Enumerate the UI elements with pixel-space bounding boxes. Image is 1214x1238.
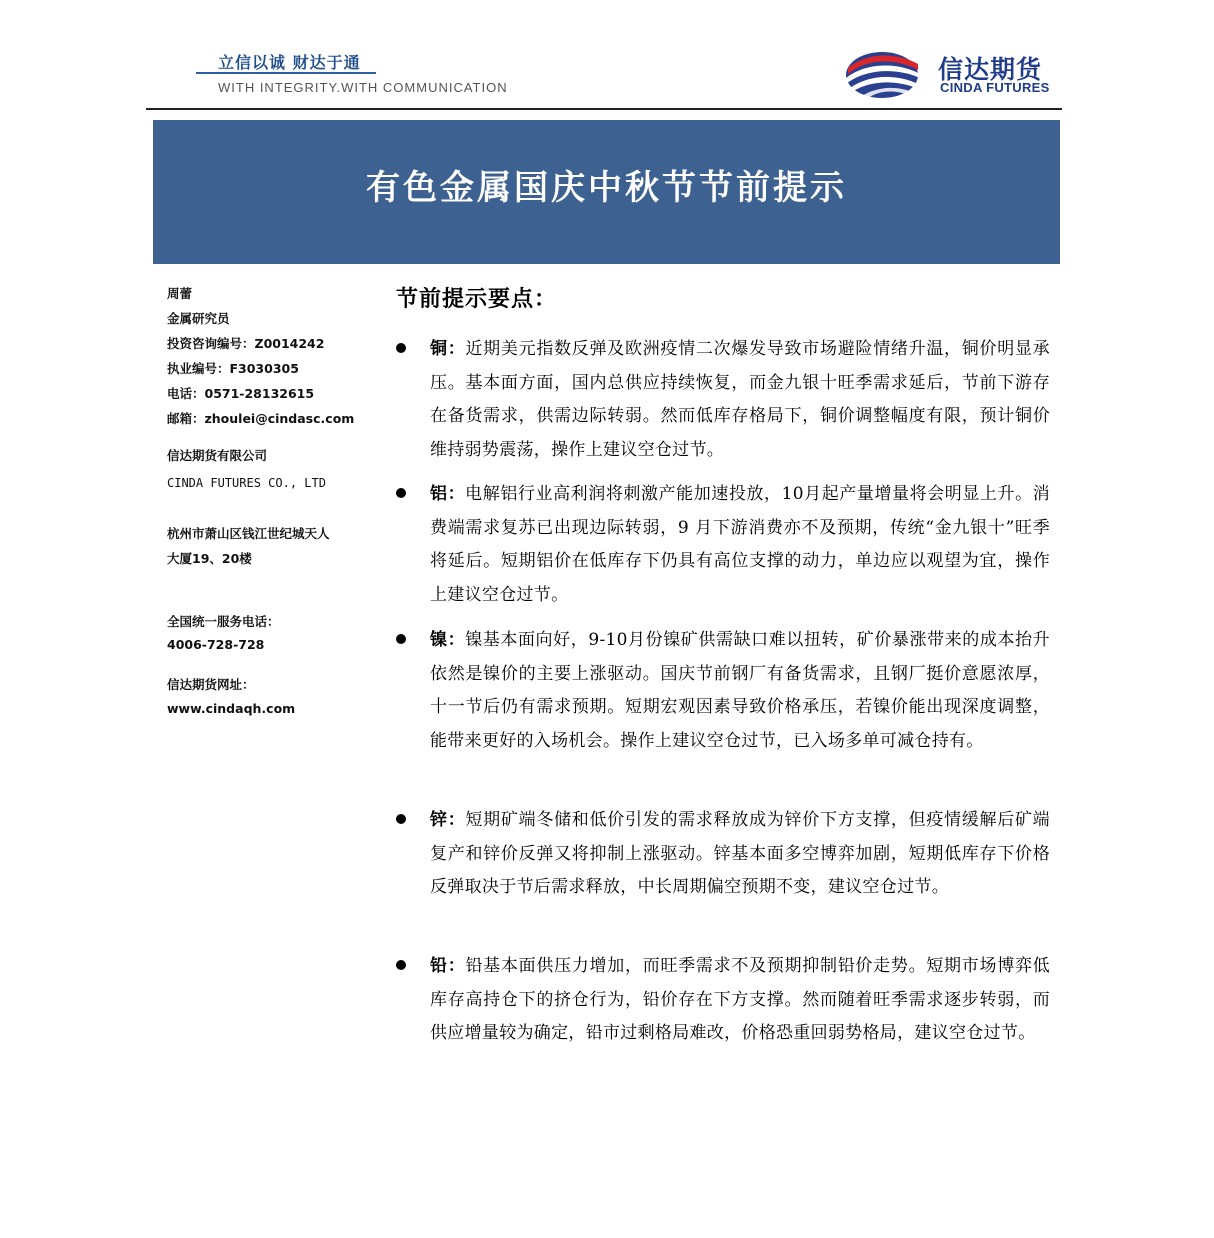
cinda-logo-icon: [842, 48, 922, 100]
list-item-label: 铅：: [430, 956, 466, 976]
practice-number: 执业编号：F3030305: [167, 361, 299, 376]
bullet-dot-icon: [396, 343, 406, 353]
bullet-dot-icon: [396, 634, 406, 644]
slogan-underline: [196, 72, 376, 74]
list-item-body: 短期矿端冬储和低价引发的需求释放成为锌价下方支撑，但疫情缓解后矿端复产和锌价反弹又将抑制上涨驱动。锌基本面多空博弈加剧，短期低库存下价格反弹取决于节后需求释放，中长周期偏空预期不变，建议空仓过节。: [430, 810, 1050, 897]
list-item-text: [430, 333, 1050, 467]
list-item-label: 镍：: [430, 630, 466, 650]
phone-number: 电话：0571-28132615: [167, 386, 315, 401]
report-title: 有色金属国庆中秋节节前提示: [366, 168, 847, 208]
slogan-english: WITH INTEGRITY.WITH COMMUNICATION: [218, 80, 508, 95]
consult-number: 投资咨询编号：Z0014242: [167, 336, 325, 351]
list-item-text: [430, 478, 1050, 612]
address-line-2: 大厦19、20楼: [167, 551, 252, 566]
logo-english-name: CINDA FUTURES: [940, 80, 1050, 95]
list-item-label: 铝：: [430, 484, 466, 504]
slogan-chinese: 立信以诚 财达于通: [218, 53, 361, 72]
bullet-dot-icon: [396, 960, 406, 970]
list-item-text: [430, 624, 1050, 758]
email-address: 邮箱：zhoulei@cindasc.com: [167, 411, 355, 426]
hotline-label: 全国统一服务电话：: [167, 614, 280, 629]
title-banner: [153, 120, 1060, 264]
list-item-body: 近期美元指数反弹及欧洲疫情二次爆发导致市场避险情绪升温，铜价明显承压。基本面方面，国内总供应持续恢复，而金九银十旺季需求延后，节前下游存在备货需求，供需边际转弱。然而低库存格局下，铜价调整幅度有限，预计铜价维持弱势震荡，操作上建议空仓过节。: [430, 339, 1050, 460]
author-name: 周蕾: [167, 286, 193, 301]
list-item-label: 锌：: [430, 810, 466, 830]
address-line-1: 杭州市萧山区钱江世纪城天人: [167, 526, 330, 541]
logo-chinese-name: 信达期货: [938, 55, 1043, 84]
website-label: 信达期货网址：: [167, 677, 255, 692]
website-url[interactable]: www.cindaqh.com: [167, 701, 296, 716]
list-item-label: 铜：: [430, 339, 466, 359]
bullet-dot-icon: [396, 814, 406, 824]
company-name-cn: 信达期货有限公司: [167, 448, 268, 463]
hotline-number: 4006-728-728: [167, 637, 265, 652]
list-item-text: [430, 950, 1050, 1051]
header-divider: [146, 108, 1062, 110]
list-item-body: 镍基本面向好，9-10月份镍矿供需缺口难以扭转，矿价暴涨带来的成本抬升依然是镍价的主要上涨驱动。国庆节前钢厂有备货需求，且钢厂挺价意愿浓厚，十一节后仍有需求预期。短期宏观因素导致价格承压，若镍价能出现深度调整，能带来更好的入场机会。操作上建议空仓过节，已入场多单可减仓持有。: [430, 630, 1050, 751]
list-item-body: 电解铝行业高利润将刺激产能加速投放，10月起产量增量将会明显上升。消费端需求复苏已出现边际转弱，9 月下游消费亦不及预期，传统“金九银十”旺季将延后。短期铝价在低库存下仍具有高位支撑的动力，单边应以观望为宜，操作上建议空仓过节。: [430, 484, 1050, 605]
company-name-en: CINDA FUTURES CO., LTD: [167, 476, 326, 490]
section-title: 节前提示要点：: [396, 286, 558, 312]
author-role: 金属研究员: [167, 311, 230, 326]
list-item-body: 铅基本面供压力增加，而旺季需求不及预期抑制铅价走势。短期市场博弈低库存高持仓下的挤仓行为，铅价存在下方支撑。然而随着旺季需求逐步转弱，而供应增量较为确定，铅市过剩格局难改，价格恐重回弱势格局，建议空仓过节。: [430, 956, 1050, 1043]
list-item-text: [430, 804, 1050, 905]
bullet-dot-icon: [396, 488, 406, 498]
company-logo: [842, 48, 1072, 100]
